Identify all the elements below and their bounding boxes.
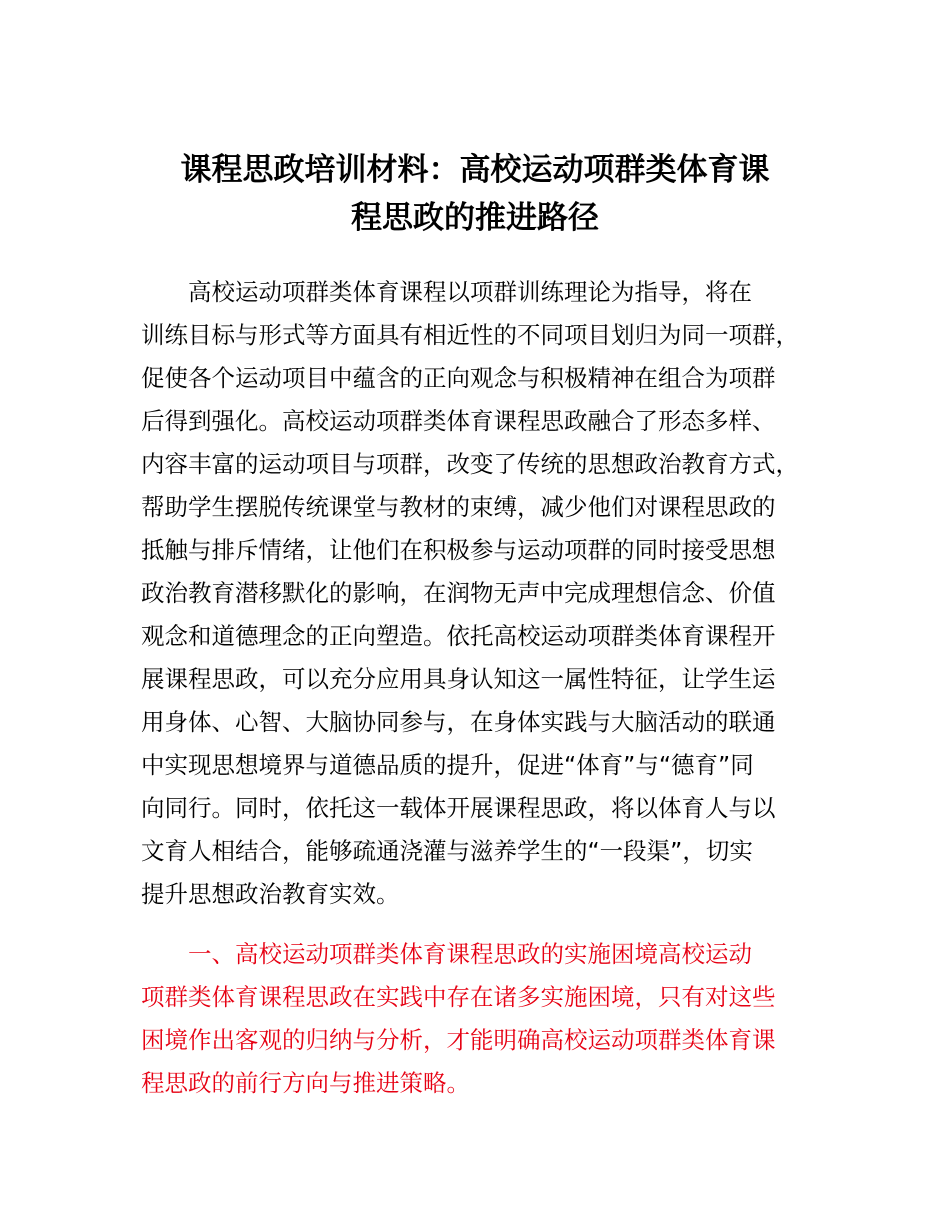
paragraph-1-line: 训练目标与形式等方面具有相近性的不同项目划归为同一项群， xyxy=(141,321,799,349)
paragraph-1-line: 政治教育潜移默化的影响，在润物无声中完成理想信念、价值 xyxy=(141,579,776,607)
paragraph-1-line: 抵触与排斥情绪，让他们在积极参与运动项群的同时接受思想 xyxy=(141,536,776,564)
paragraph-1-line: 提升思想政治教育实效。 xyxy=(141,880,400,908)
paragraph-1-line: 帮助学生摆脱传统课堂与教材的束缚，减少他们对课程思政的 xyxy=(141,493,776,521)
paragraph-1-line: 后得到强化。高校运动项群类体育课程思政融合了形态多样、 xyxy=(141,407,776,435)
paragraph-1-line: 向同行。同时，依托这一载体开展课程思政，将以体育人与以 xyxy=(141,794,776,822)
paragraph-1-line: 展课程思政，可以充分应用具身认知这一属性特征，让学生运 xyxy=(141,665,776,693)
section-1-line: 困境作出客观的归纳与分析，才能明确高校运动项群类体育课 xyxy=(141,1026,776,1054)
section-1-line: 程思政的前行方向与推进策略。 xyxy=(141,1069,470,1097)
paragraph-1-line: 高校运动项群类体育课程以项群训练理论为指导，将在 xyxy=(188,278,752,306)
paragraph-1-line: 观念和道德理念的正向塑造。依托高校运动项群类体育课程开 xyxy=(141,622,776,650)
paragraph-1-line: 内容丰富的运动项目与项群，改变了传统的思想政治教育方式， xyxy=(141,450,799,478)
document-title-line-1: 课程思政培训材料：高校运动项群类体育课 xyxy=(180,152,770,188)
document-title-line-2: 程思政的推进路径 xyxy=(351,200,599,236)
paragraph-1-line: 促使各个运动项目中蕴含的正向观念与积极精神在组合为项群 xyxy=(141,364,776,392)
section-1-line: 一、高校运动项群类体育课程思政的实施困境高校运动 xyxy=(188,940,752,968)
section-1-line: 项群类体育课程思政在实践中存在诸多实施困境，只有对这些 xyxy=(141,983,776,1011)
paragraph-1-line: 文育人相结合，能够疏通浇灌与滋养学生的“一段渠”，切实 xyxy=(141,837,753,865)
paragraph-1-line: 用身体、心智、大脑协同参与，在身体实践与大脑活动的联通 xyxy=(141,708,776,736)
paragraph-1-line: 中实现思想境界与道德品质的提升，促进“体育”与“德育”同 xyxy=(141,751,754,779)
